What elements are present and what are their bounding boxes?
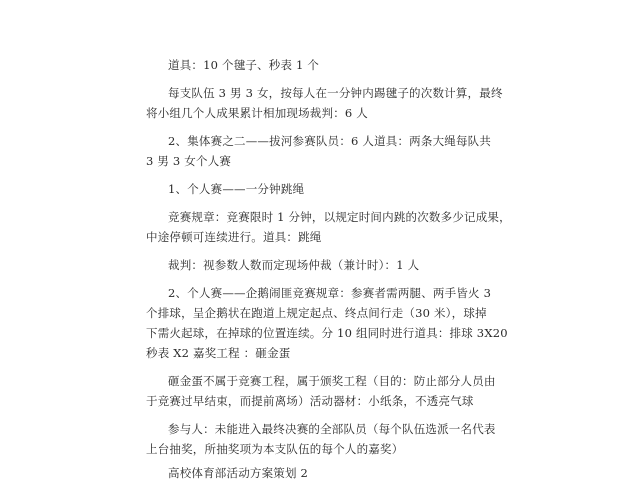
text-line: 3 男 3 女个人赛 bbox=[146, 154, 232, 168]
text-line: 中途停顿可连续进行。道具：跳绳 bbox=[146, 230, 322, 244]
text-line: 下需火起球，在掉球的位置连续。分 10 组同时进行道具：排球 3X20 bbox=[146, 326, 508, 340]
section-heading: 高校体育部活动方案策划 2 bbox=[168, 466, 309, 480]
text-line: 裁判：视参数人数而定现场仲裁（兼计时）：1 人 bbox=[168, 258, 420, 272]
text-line: 1、个人赛——一分钟跳绳 bbox=[168, 182, 305, 196]
text-line: 每支队伍 3 男 3 女，按每人在一分钟内踢毽子的次数计算，最终 bbox=[168, 86, 503, 100]
text-line: 将小组几个人成果累计相加现场裁判：6 人 bbox=[146, 106, 368, 120]
text-line: 个排球，呈企鹅状在跑道上规定起点、终点间行走（30 米），球掉 bbox=[146, 306, 487, 320]
text-line: 砸金蛋不属于竞赛工程，属于颁奖工程（目的：防止部分人员由 bbox=[168, 374, 496, 388]
text-line: 参与人：未能进入最终决赛的全部队员（每个队伍选派一名代表 bbox=[168, 422, 496, 436]
text-line: 2、个人赛——企鹅闹匪竞赛规章：参赛者需两腿、两手皆火 3 bbox=[168, 286, 492, 300]
text-line: 竞赛规章：竞赛限时 1 分钟，以规定时间内跳的次数多少记成果， bbox=[168, 210, 511, 224]
text-line: 2、集体赛之二——拔河参赛队员：6 人道具：两条大绳每队共 bbox=[168, 134, 492, 148]
text-line: 道具：10 个毽子、秒表 1 个 bbox=[168, 58, 320, 72]
text-line: 上台抽奖，所抽奖项为本支队伍的每个人的嘉奖） bbox=[146, 442, 404, 456]
text-line: 秒表 X2 嘉奖工程 ：砸金蛋 bbox=[146, 346, 291, 360]
text-line: 于竞赛过早结束，而提前离场）活动器材：小纸条，不透亮气球 bbox=[146, 394, 474, 408]
